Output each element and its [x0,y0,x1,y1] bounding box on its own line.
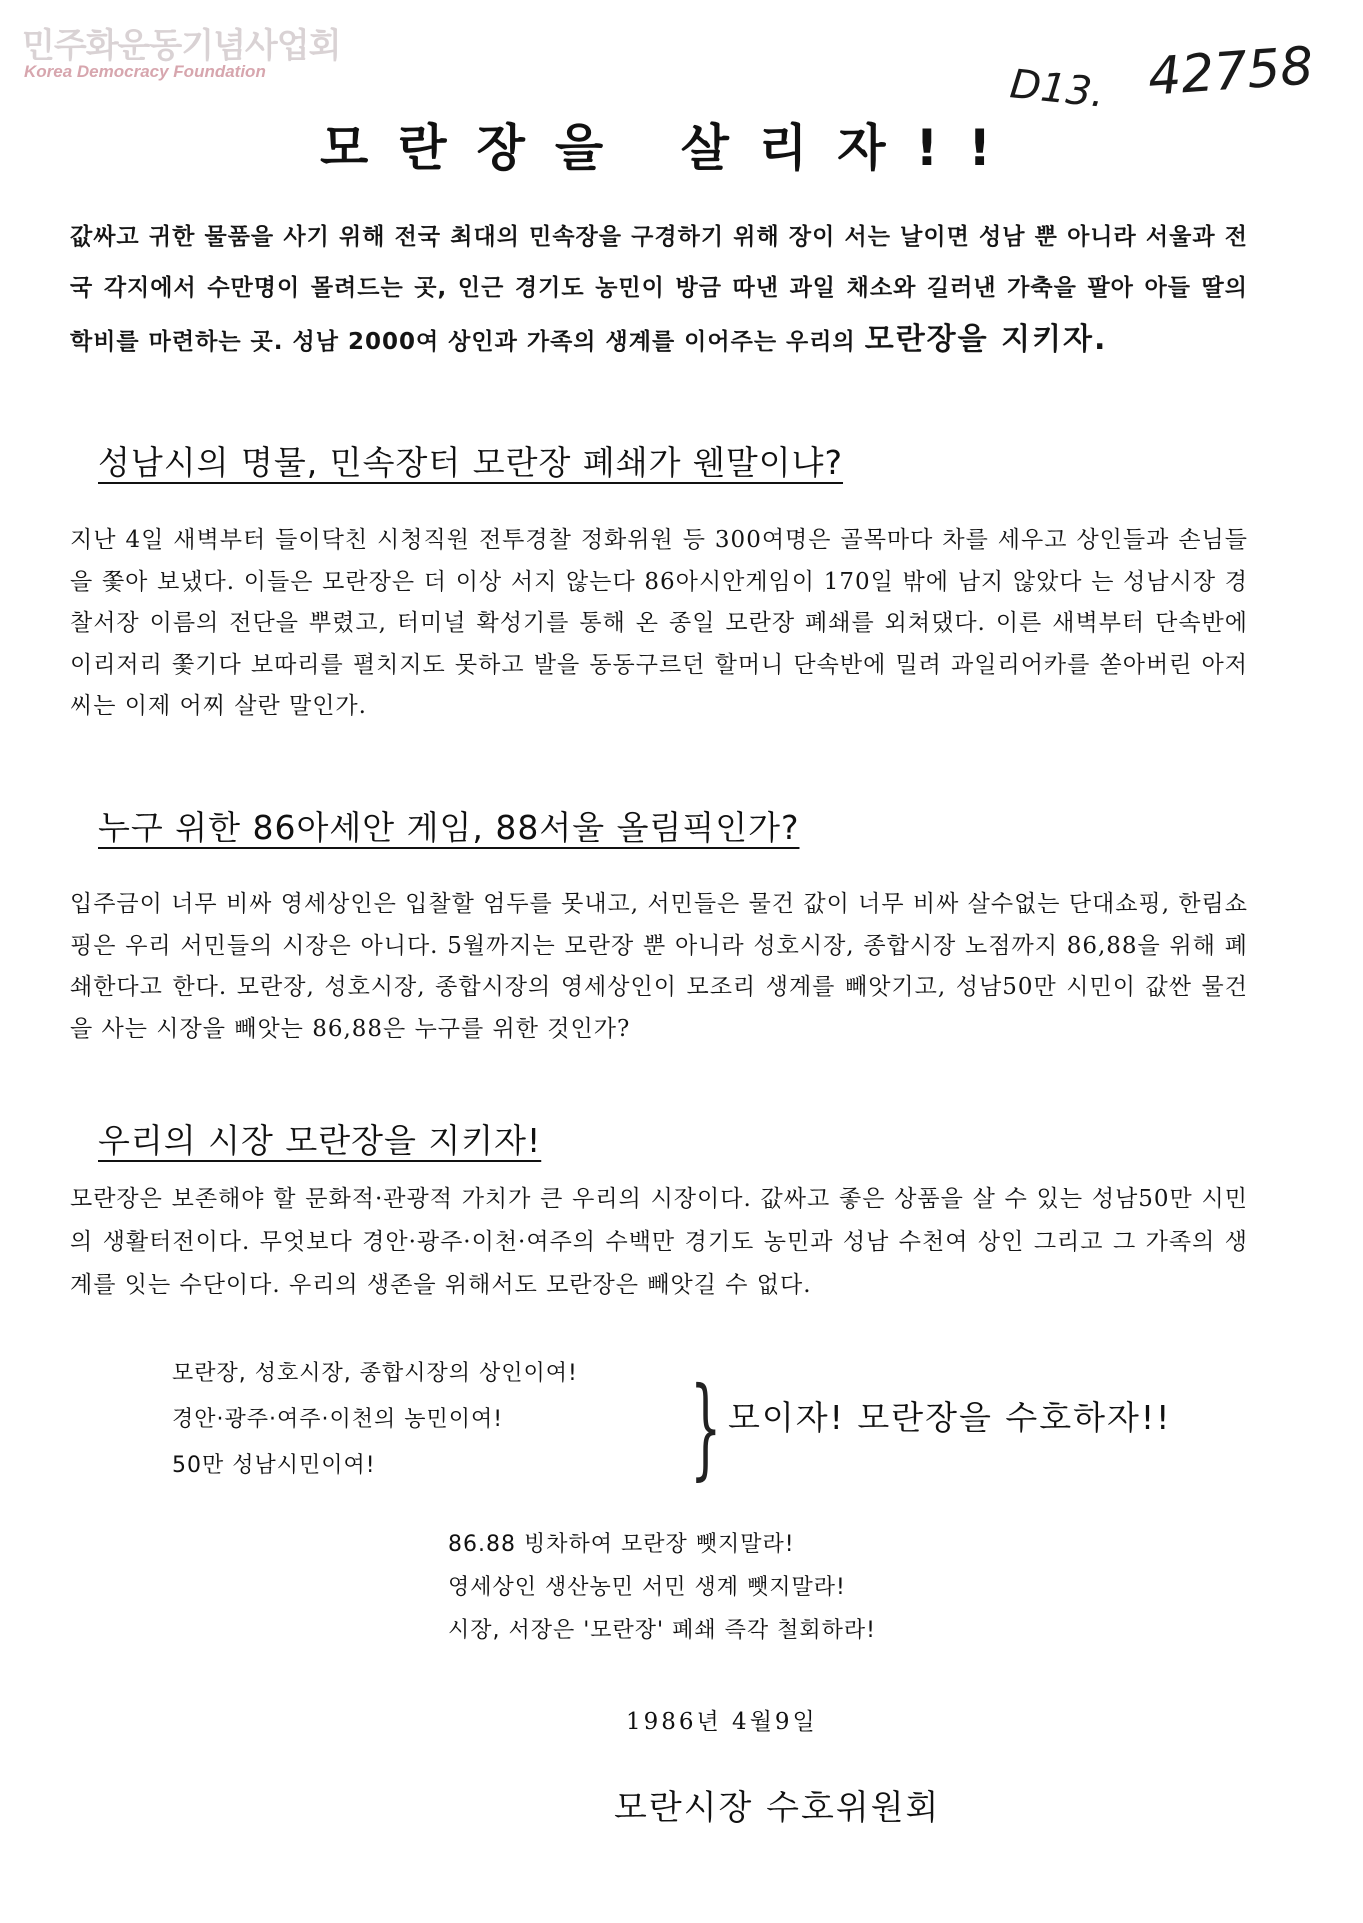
appeal-list [172,1351,578,1489]
section-1-heading: 성남시의 명물, 민속장터 모란장 폐쇄가 웬말이냐? [98,443,844,482]
intro-paragraph [70,212,1248,368]
intro-text: 값싸고 귀한 물품을 사기 위해 전국 최대의 민속장을 구경하기 위해 장이 서는 날이면 성남 뿐 아니라 서울과 전국 각지에서 수만명이 몰려드는 곳, 인근 경기도 농민이 방금 따낸 과일 채소와 길러낸 가축을 팔아 아들 딸의 학비를 마련하는 곳. 성남 2000여 상인과 가족의 생계를 이어주는 우리의 [70,224,1248,355]
appeal-line: 50만 성남시민이여! [172,1453,376,1478]
appeal-line: 경안·광주·여주·이천의 농민이여! [172,1407,504,1432]
handwritten-archive-code: D13. [1007,61,1107,117]
brace-icon: } [690,1363,722,1491]
foundation-watermark-korean: 민주화운동기념사업회 [22,26,341,66]
demand-line: 시장, 서장은 '모란장' 폐쇄 즉각 철회하라! [448,1618,876,1643]
demands-list [448,1523,876,1652]
section-1-body: 지난 4일 새벽부터 들이닥친 시청직원 전투경찰 정화위원 등 300여명은 골목마다 차를 세우고 상인들과 손님들을 쫓아 보냈다. 이들은 모란장은 더 이상 서지 않는다 86아시안게임이 170일 밖에 남지 않았다 는 성남시장 경찰서장 이름의 전단을 뿌렸고, 터미널 확성기를 통해 온 종일 모란장 폐쇄를 외쳐댔다. 이른 새벽부터 단속반에 이리저리 쫓기다 보따리를 펼치지도 못하고 발을 동동구르던 할머니 단속반에 밀려 과일리어카를 쏟아버린 아저씨는 이제 어찌 살란 말인가. [70,527,1248,719]
handwritten-archive-number: 42758 [1146,36,1316,108]
issuing-organization: 모란시장 수호위원회 [614,1788,941,1828]
foundation-watermark-english: Korea Democracy Foundation [24,62,266,81]
leaflet-title: 모란장을 살리자!! [320,119,1022,177]
section-2-body: 입주금이 너무 비싸 영세상인은 입찰할 엄두를 못내고, 서민들은 물건 값이 너무 비싸 살수없는 단대쇼핑, 한림쇼핑은 우리 서민들의 시장은 아니다. 5월까지는 모란장 뿐 아니라 성호시장, 종합시장 노점까지 86,88을 위해 폐쇄한다고 한다. 모란장, 성호시장, 종합시장의 영세상인이 모조리 생계를 빼앗기고, 성남50만 시민이 값싼 물건을 사는 시장을 빼앗는 86,88은 누구를 위한 것인가? [70,891,1248,1042]
issue-date: 1986년 4월9일 [626,1709,818,1735]
section-3-heading: 우리의 시장 모란장을 지키자! [98,1121,542,1160]
section-3-body: 모란장은 보존해야 할 문화적·관광적 가치가 큰 우리의 시장이다. 값싸고 좋은 상품을 살 수 있는 성남50만 시민의 생활터전이다. 무엇보다 경안·광주·이천·여주의 수백만 경기도 농민과 성남 수천여 상인 그리고 그 가족의 생계를 잇는 수단이다. 우리의 생존을 위해서도 모란장은 빼앗길 수 없다. [70,1186,1248,1298]
demand-line: 86.88 빙차하여 모란장 뺏지말라! [448,1532,795,1557]
rally-call: 모이자! 모란장을 수호하자!! [728,1398,1172,1437]
demand-line: 영세상인 생산농민 서민 생계 뺏지말라! [448,1575,846,1600]
appeal-line: 모란장, 성호시장, 종합시장의 상인이여! [172,1361,578,1386]
intro-emphasis: 모란장을 지키자. [864,322,1108,357]
section-2-heading: 누구 위한 86아세안 게임, 88서울 올림픽인가? [98,808,800,847]
